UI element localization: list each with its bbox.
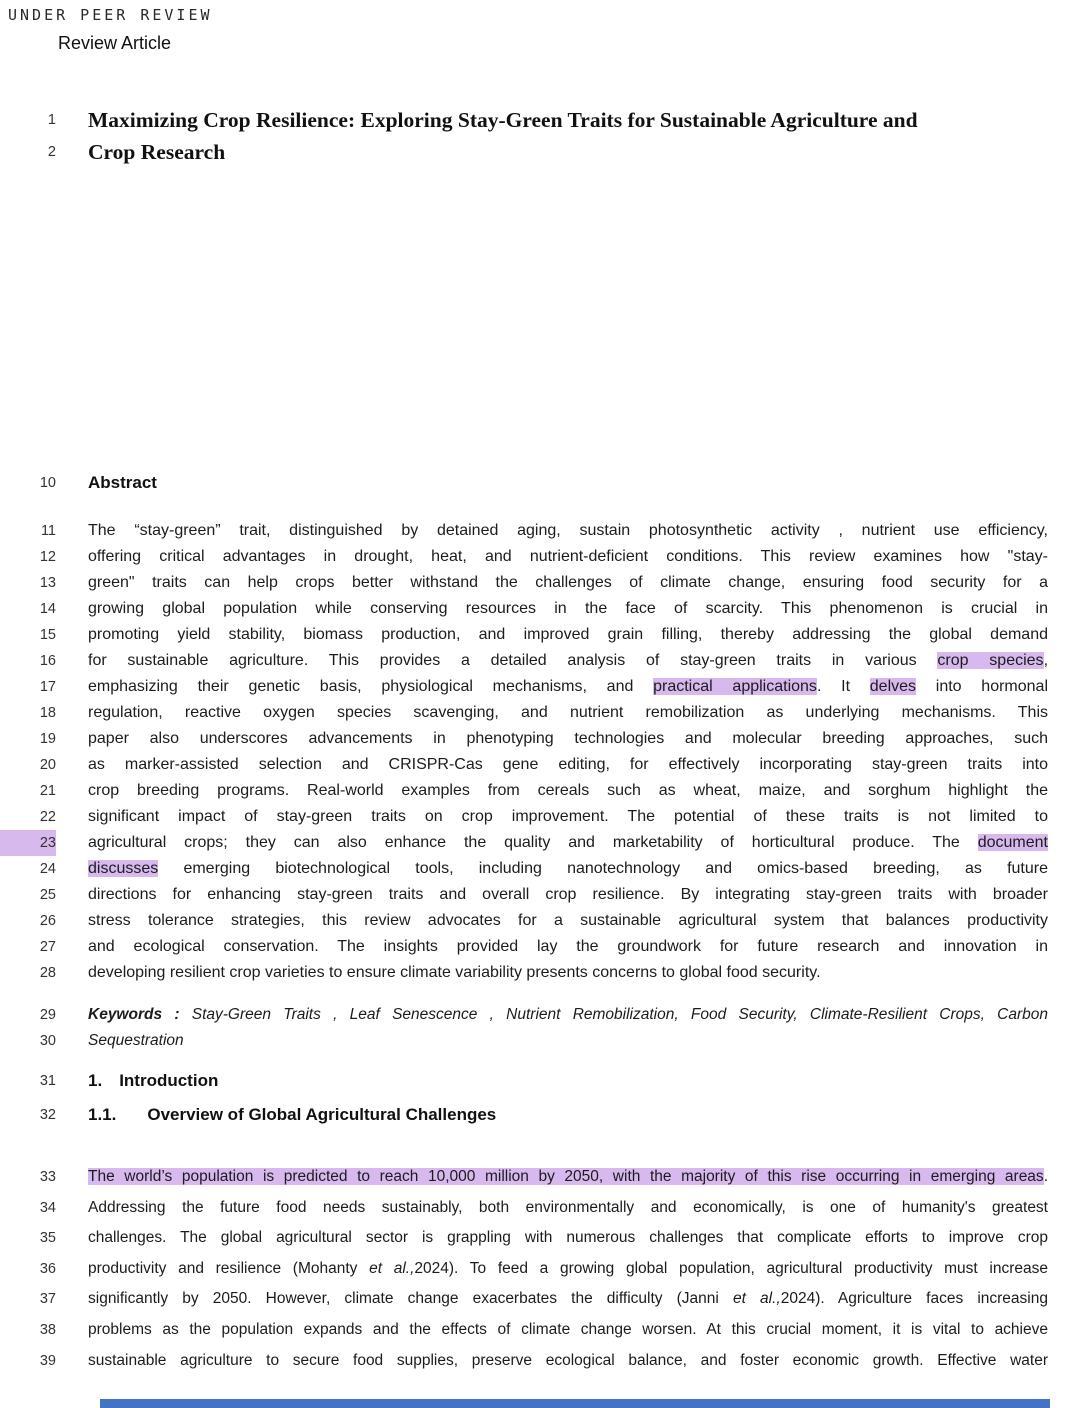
line-text: The world’s population is predicted to reach 10,000 million by 2050, with the majority of this rise occurring in emerging areas. [88, 1168, 1048, 1185]
line-text: discusses emerging biotechnological tools, including nanotechnology and omics-based breeding, as future [88, 860, 1048, 877]
article-type-label: Review Article [58, 33, 172, 53]
line-text: offering critical advantages in drought, heat, and nutrient-deficient conditions. This review examines how "stay- [88, 548, 1048, 565]
line-number: 29 [39, 1007, 56, 1023]
line-number: 2 [47, 144, 56, 160]
line-text: Maximizing Crop Resilience: Exploring Stay-Green Traits for Sustainable Agriculture and [88, 108, 918, 132]
text-line [0, 1223, 1088, 1254]
text-line [0, 622, 1088, 648]
line-text: significantly by 2050. However, climate change exacerbates the difficulty (Janni et al.,2024). Agriculture faces increasing [88, 1290, 1048, 1308]
abstract-paragraph [0, 518, 1088, 986]
text-line [0, 934, 1088, 960]
line-number: 1 [47, 112, 56, 128]
text-line [0, 804, 1088, 830]
subsection-title: Overview of Global Agricultural Challenges [147, 1105, 497, 1124]
abstract-heading [0, 470, 1088, 496]
line-number: 21 [39, 783, 56, 799]
line-text: problems as the population expands and the effects of climate change worsen. At this crucial moment, it is vital to achieve [88, 1320, 1048, 1338]
introduction-heading-text [88, 1068, 1048, 1094]
highlighted-text: document [977, 834, 1048, 851]
line-text: paper also underscores advancements in phenotyping technologies and molecular breeding approaches, such [88, 730, 1048, 747]
subsection-heading-text [88, 1102, 1048, 1128]
line-number: 25 [39, 887, 56, 903]
line-text: emphasizing their genetic basis, physiological mechanisms, and practical applications. It delves into hormonal [88, 678, 1048, 695]
text-line [0, 136, 1088, 168]
line-text: Crop Research [88, 140, 226, 164]
line-number: 13 [39, 575, 56, 591]
text-line [0, 518, 1088, 544]
text-line [0, 674, 1088, 700]
line-number: 24 [39, 861, 56, 877]
highlighted-text: discusses [88, 860, 159, 877]
line-number: 17 [39, 679, 56, 695]
text-line [0, 570, 1088, 596]
line-number: 33 [39, 1169, 56, 1185]
highlighted-text: delves [869, 678, 917, 695]
highlighted-text: practical applications [653, 678, 817, 695]
keywords-block [0, 1002, 1088, 1054]
line-number: 28 [39, 965, 56, 981]
text-line [0, 726, 1088, 752]
text-line [0, 1254, 1088, 1285]
line-text: for sustainable agriculture. This provides a detailed analysis of stay-green traits in various crop species, [88, 652, 1048, 669]
line-text: and ecological conservation. The insights provided lay the groundwork for future research and innovation in [88, 938, 1048, 955]
line-number: 10 [39, 475, 56, 491]
line-text: developing resilient crop varieties to ensure climate variability presents concerns to global food security. [88, 964, 821, 981]
text-line [0, 544, 1088, 570]
line-number: 16 [39, 653, 56, 669]
introduction-paragraph [0, 1162, 1088, 1376]
line-text: promoting yield stability, biomass production, and improved grain filling, thereby addressing the global demand [88, 626, 1048, 643]
line-text: challenges. The global agricultural sector is grappling with numerous challenges that complicate efforts to improve crop [88, 1229, 1048, 1247]
line-number: 38 [39, 1321, 56, 1338]
text-line [0, 596, 1088, 622]
line-number: 37 [39, 1291, 56, 1308]
text-line [0, 1162, 1088, 1193]
line-text: Addressing the future food needs sustainably, both environmentally and economically, is one of humanity's greatest [88, 1198, 1048, 1216]
text-line [0, 648, 1088, 674]
text-line [0, 908, 1088, 934]
section-title: Introduction [119, 1071, 219, 1090]
line-text: Keywords : Stay-Green Traits , Leaf Senescence , Nutrient Remobilization, Food Security, Climate-Resilient Crops, Carbon [88, 1006, 1048, 1023]
line-number: 12 [39, 549, 56, 565]
line-number: 18 [39, 705, 56, 721]
text-line [0, 882, 1088, 908]
line-number: 19 [39, 731, 56, 747]
highlighted-text: crop species [937, 652, 1044, 669]
line-number: 39 [39, 1352, 56, 1369]
peer-review-watermark: UNDER PEER REVIEW [8, 6, 213, 24]
line-text: regulation, reactive oxygen species scavenging, and nutrient remobilization as underlying mechanisms. This [88, 704, 1048, 721]
text-line [0, 830, 1088, 856]
line-text: stress tolerance strategies, this review advocates for a sustainable agricultural system that balances productivity [88, 912, 1048, 929]
line-text: significant impact of stay-green traits on crop improvement. The potential of these traits is not limited to [88, 808, 1048, 825]
line-number: 23 [0, 830, 56, 856]
line-number: 22 [39, 809, 56, 825]
line-text: agricultural crops; they can also enhance the quality and marketability of horticultural produce. The document [88, 834, 1048, 851]
text-line [0, 1193, 1088, 1224]
text-line [0, 960, 1088, 986]
line-number: 34 [39, 1199, 56, 1216]
line-text: Sequestration [88, 1032, 184, 1049]
text-line [0, 1028, 1088, 1054]
line-number: 30 [39, 1033, 56, 1049]
text-line [0, 1284, 1088, 1315]
subsection-heading [0, 1102, 1088, 1128]
text-line [0, 1346, 1088, 1377]
text-line [0, 778, 1088, 804]
line-text: sustainable agriculture to secure food supplies, preserve ecological balance, and foster economic growth. Effective water [88, 1351, 1048, 1369]
line-text: crop breeding programs. Real-world examples from cereals such as wheat, maize, and sorghum highlight the [88, 782, 1048, 799]
footer-bar [100, 1399, 1050, 1408]
section-number: 1. [88, 1071, 103, 1090]
line-text: green" traits can help crops better withstand the challenges of climate change, ensuring food security for a [88, 574, 1048, 591]
text-line [0, 1315, 1088, 1346]
line-number: 15 [39, 627, 56, 643]
line-number: 35 [39, 1230, 56, 1247]
line-number: 32 [39, 1107, 56, 1123]
line-number: 14 [39, 601, 56, 617]
line-number: 27 [39, 939, 56, 955]
line-text: productivity and resilience (Mohanty et al.,2024). To feed a growing global population, agricultural productivity must increase [88, 1259, 1048, 1277]
line-number: 31 [39, 1073, 56, 1089]
text-line [0, 1002, 1088, 1028]
line-text: growing global population while conserving resources in the face of scarcity. This phenomenon is crucial in [88, 600, 1048, 617]
text-line [0, 700, 1088, 726]
line-number: 11 [40, 523, 56, 539]
line-text: directions for enhancing stay-green traits and overall crop resilience. By integrating stay-green traits with broader [88, 886, 1048, 903]
highlighted-text: The world’s population is predicted to reach 10,000 million by 2050, with the majority of this rise occurring in emerging areas [88, 1168, 1044, 1185]
line-number: 36 [39, 1260, 56, 1277]
line-number: 26 [39, 913, 56, 929]
introduction-heading [0, 1068, 1088, 1094]
line-text: as marker-assisted selection and CRISPR-Cas gene editing, for effectively incorporating stay-green traits into [88, 756, 1048, 773]
text-line [0, 104, 1088, 136]
abstract-heading-text: Abstract [88, 473, 157, 492]
text-line [0, 856, 1088, 882]
line-number: 20 [39, 757, 56, 773]
text-line [0, 752, 1088, 778]
line-text: The “stay-green” trait, distinguished by detained aging, sustain photosynthetic activity , nutrient use efficiency, [88, 522, 1048, 539]
paper-title [0, 104, 1088, 168]
subsection-number: 1.1. [88, 1105, 117, 1124]
